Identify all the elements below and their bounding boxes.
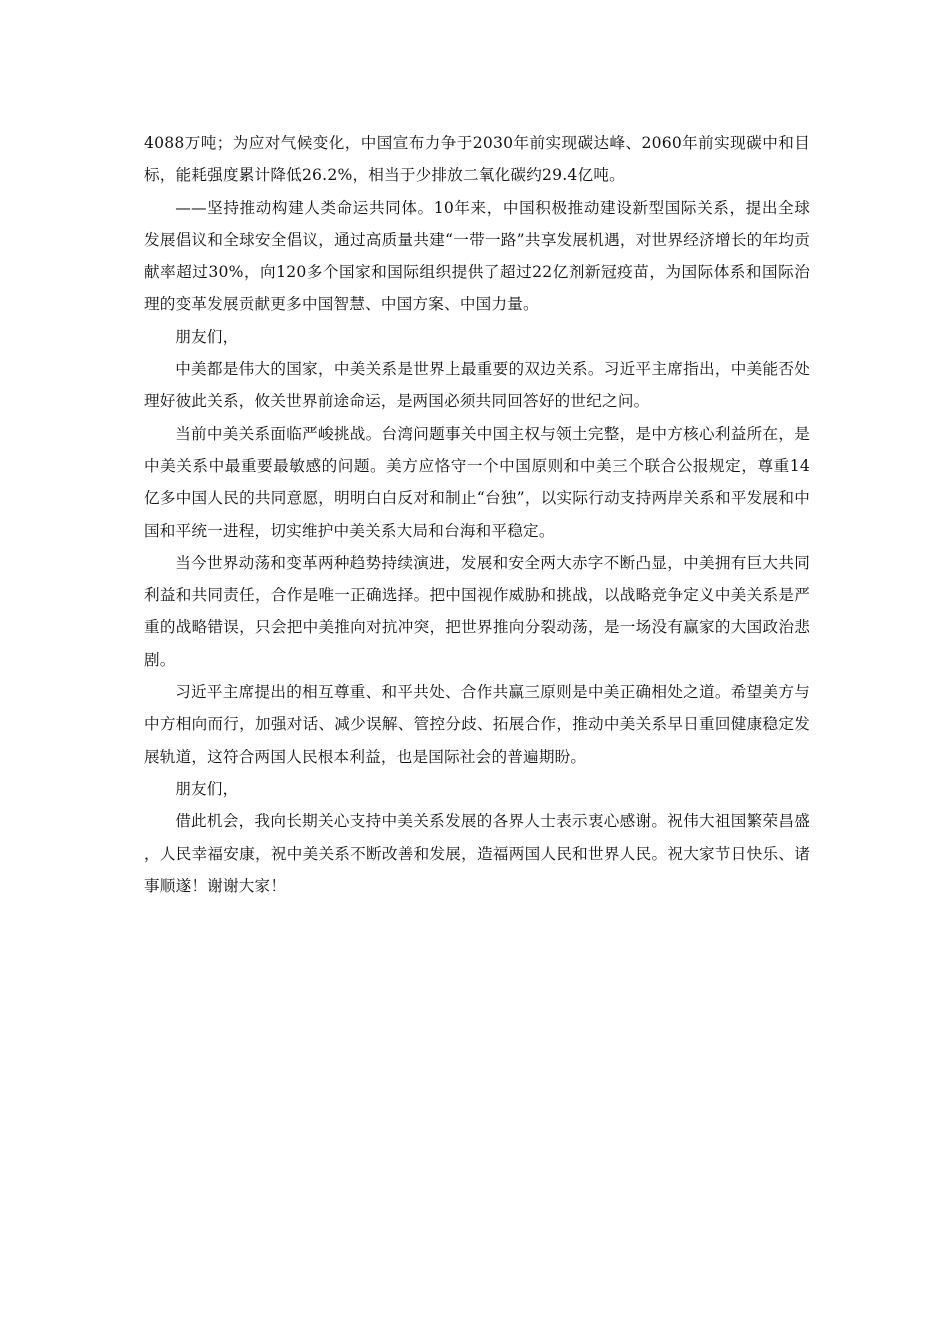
- paragraph-three-principles: 习近平主席提出的相互尊重、和平共处、合作共赢三原则是中美正确相处之道。希望美方与中方相向而行，加强对话、减少误解、管控分歧、拓展合作，推动中美关系早日重回健康稳定发展轨道，这符合两国人民根本利益，也是国际社会的普遍期盼。: [144, 683, 810, 766]
- paragraph-salutation: 朋友们，: [175, 327, 239, 346]
- paragraph-taiwan-question: 当前中美关系面临严峻挑战。台湾问题事关中国主权与领土完整，是中方核心利益所在，是中美关系中最重要最敏感的问题。美方应恪守一个中国原则和中美三个联合公报规定，尊重14亿多中国人民的共同意愿，明明白白反对和制止“台独”，以实际行动支持两岸关系和平发展和中国和平统一进程，切实维护中美关系大局和台海和平稳定。: [144, 424, 810, 540]
- paragraph-salutation-2: 朋友们，: [175, 779, 239, 798]
- paragraph-emissions: 4088万吨；为应对气候变化，中国宣布力争于2030年前实现碳达峰、2060年前实现碳中和目标，能耗强度累计降低26.2%，相当于少排放二氧化碳约29.4亿吨。: [144, 134, 810, 185]
- paragraph-closing-thanks: 借此机会，我向长期关心支持中美关系发展的各界人士表示衷心感谢。祝伟大祖国繁荣昌盛，人民幸福安康，祝中美关系不断改善和发展，造福两国人民和世界人民。祝大家节日快乐、诸事顺遂！谢谢大家！: [144, 812, 810, 895]
- paragraph-community-shared-future: ——坚持推动构建人类命运共同体。10年来，中国积极推动建设新型国际关系，提出全球发展倡议和全球安全倡议，通过高质量共建“一带一路”共享发展机遇，对世界经济增长的年均贡献率超过30%，向120多个国家和国际组织提供了超过22亿剂新冠疫苗，为国际体系和国际治理的变革发展贡献更多中国智慧、中国方案、中国力量。: [144, 198, 810, 314]
- paragraph-world-trends: 当今世界动荡和变革两种趋势持续演进，发展和安全两大赤字不断凸显，中美拥有巨大共同利益和共同责任，合作是唯一正确选择。把中国视作威胁和挑战，以战略竞争定义中美关系是严重的战略错误，只会把中美推向对抗冲突，把世界推向分裂动荡，是一场没有赢家的大国政治悲剧。: [144, 553, 810, 669]
- document-body: [144, 127, 810, 902]
- paragraph-china-us-relations: 中美都是伟大的国家，中美关系是世界上最重要的双边关系。习近平主席指出，中美能否处理好彼此关系，攸关世界前途命运，是两国必须共同回答好的世纪之问。: [144, 360, 810, 411]
